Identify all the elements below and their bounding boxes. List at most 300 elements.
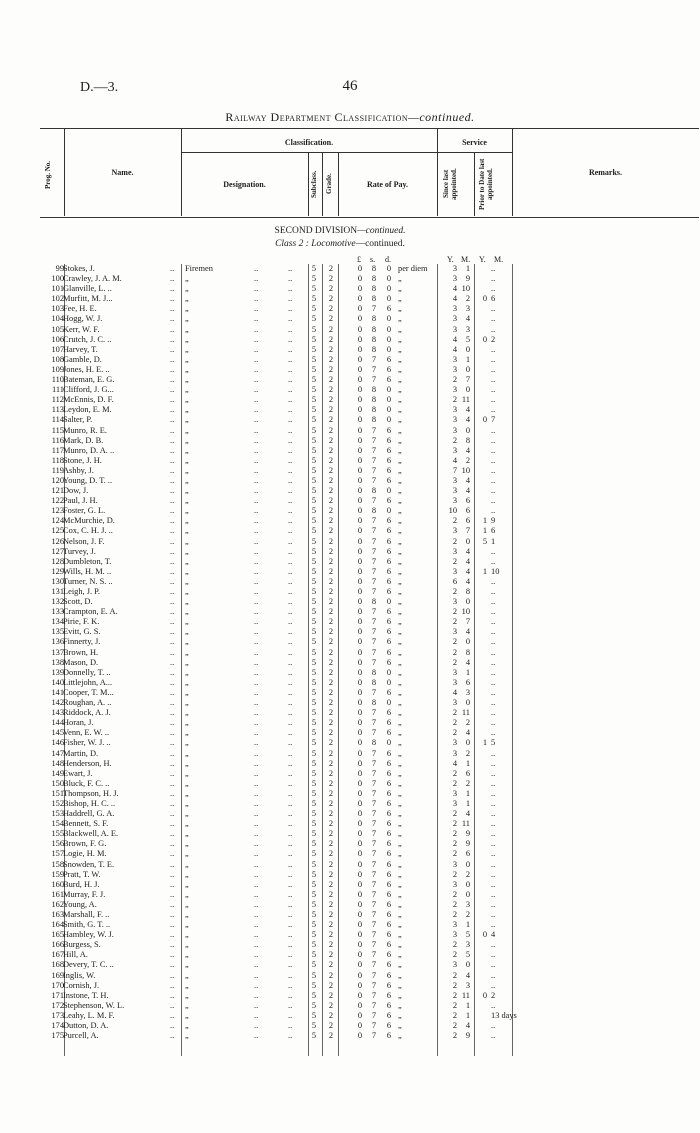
row-pay-pounds: 0 xyxy=(357,435,363,445)
row-grade: 2 xyxy=(328,314,334,324)
row-designation: „ xyxy=(185,304,189,314)
row-designation: „ xyxy=(185,970,189,980)
leader-dots: .. xyxy=(170,990,175,1000)
row-designation: „ xyxy=(185,516,189,526)
row-pay-pence: 6 xyxy=(386,536,392,546)
row-subclass: 5 xyxy=(311,354,317,364)
class-label: Class 2 : Locomotive xyxy=(275,239,356,249)
row-prior-years: 0 xyxy=(482,415,487,425)
row-since-months: 1 xyxy=(465,1010,470,1020)
row-since-years: 3 xyxy=(452,546,457,556)
row-prior-months: .. xyxy=(491,950,496,960)
leader-dots: .. xyxy=(254,657,259,667)
leader-dots: .. xyxy=(254,990,259,1000)
row-since-years: 3 xyxy=(452,425,457,435)
row-pay-pence: 6 xyxy=(386,930,392,940)
leader-dots: .. xyxy=(288,930,293,940)
leader-dots: .. xyxy=(254,1010,259,1020)
table-row xyxy=(0,769,700,779)
row-grade: 2 xyxy=(328,425,334,435)
table-row xyxy=(0,991,700,1001)
row-subclass: 5 xyxy=(311,506,317,516)
row-pay-pence: 6 xyxy=(386,566,392,576)
row-prior-months: .. xyxy=(491,455,496,465)
row-pay-shillings: 7 xyxy=(371,889,377,899)
leader-dots: .. xyxy=(170,375,175,385)
row-since-years: 4 xyxy=(452,334,457,344)
row-grade: 2 xyxy=(328,889,334,899)
row-designation: „ xyxy=(185,819,189,829)
leader-dots: .. xyxy=(288,587,293,596)
row-pay-pounds: 0 xyxy=(357,758,363,768)
row-prior-months: .. xyxy=(491,768,496,778)
row-pay-pence: 6 xyxy=(386,829,392,839)
row-since-months: 9 xyxy=(465,274,470,284)
row-grade: 2 xyxy=(328,627,334,637)
leader-dots: .. xyxy=(288,284,293,294)
table-row xyxy=(0,950,700,960)
table-row xyxy=(0,910,700,920)
row-pay-pounds: 0 xyxy=(357,809,363,819)
row-since-years: 2 xyxy=(452,980,457,990)
table-row xyxy=(0,627,700,637)
row-designation: „ xyxy=(185,869,189,879)
leader-dots: .. xyxy=(288,829,293,839)
row-subclass: 5 xyxy=(311,324,317,334)
row-since-months: 4 xyxy=(465,1021,470,1031)
row-name: Evitt, G. S. xyxy=(63,627,101,637)
row-pay-shillings: 7 xyxy=(371,879,377,889)
row-prog-no: 145 xyxy=(51,728,64,738)
table-row xyxy=(0,900,700,910)
row-since-months: 5 xyxy=(465,930,470,940)
row-prior-months: 10 xyxy=(491,566,500,576)
leader-dots: .. xyxy=(254,506,259,516)
row-since-years: 4 xyxy=(452,294,457,304)
row-prior-months: .. xyxy=(491,879,496,889)
row-subclass: 5 xyxy=(311,516,317,526)
row-prior-months: .. xyxy=(491,677,496,687)
row-grade: 2 xyxy=(328,637,334,647)
row-designation: „ xyxy=(185,435,189,445)
row-since-months: 3 xyxy=(465,980,470,990)
table-row xyxy=(0,567,700,577)
row-pay-shillings: 7 xyxy=(371,607,377,617)
row-pay-pence: 6 xyxy=(386,354,392,364)
leader-dots: .. xyxy=(170,788,175,798)
row-subclass: 5 xyxy=(311,364,317,374)
leader-dots: .. xyxy=(288,728,293,738)
table-row xyxy=(0,829,700,839)
table-row xyxy=(0,557,700,567)
row-pay-pence: 6 xyxy=(386,809,392,819)
row-pay-period: „ xyxy=(398,809,402,819)
row-name: Murray, F. J. xyxy=(63,889,106,899)
row-pay-shillings: 7 xyxy=(371,627,377,637)
leader-dots: .. xyxy=(288,869,293,879)
row-prior-months: .. xyxy=(491,576,496,586)
row-pay-period: „ xyxy=(398,354,402,364)
table-row xyxy=(0,526,700,536)
row-since-months: 4 xyxy=(465,970,470,980)
row-pay-pence: 6 xyxy=(386,910,392,919)
row-pay-pence: 0 xyxy=(386,264,392,273)
row-pay-period: „ xyxy=(398,627,402,637)
row-pay-shillings: 7 xyxy=(371,475,377,485)
leader-dots: .. xyxy=(170,718,175,728)
table-row xyxy=(0,789,700,799)
leader-dots: .. xyxy=(170,506,175,516)
row-since-months: 3 xyxy=(465,687,470,697)
row-name: McMurchie, D. xyxy=(63,516,115,526)
leader-dots: .. xyxy=(288,435,293,445)
table-row xyxy=(0,617,700,627)
leader-dots: .. xyxy=(288,415,293,425)
row-prior-years: 5 xyxy=(482,536,487,546)
row-since-years: 2 xyxy=(452,829,457,839)
col-prog-no: Prog. No. xyxy=(44,160,52,190)
row-prior-months: .. xyxy=(491,556,496,566)
row-name: Finnerty, J. xyxy=(63,637,101,647)
leader-dots: .. xyxy=(288,597,293,607)
row-prior-months: .. xyxy=(491,274,496,284)
row-pay-pence: 6 xyxy=(386,364,392,374)
row-designation: „ xyxy=(185,415,189,425)
row-designation: „ xyxy=(185,889,189,899)
row-prior-months: .. xyxy=(491,798,496,808)
row-pay-shillings: 7 xyxy=(371,687,377,697)
row-since-years: 2 xyxy=(452,637,457,647)
row-name: Crampton, E. A. xyxy=(63,607,118,617)
row-since-months: 2 xyxy=(465,294,470,304)
row-pay-pounds: 0 xyxy=(357,718,363,728)
row-designation: „ xyxy=(185,385,189,395)
leader-dots: .. xyxy=(170,536,175,546)
row-pay-pence: 6 xyxy=(386,839,392,849)
leader-dots: .. xyxy=(254,294,259,304)
row-pay-shillings: 8 xyxy=(371,324,377,334)
row-pay-pounds: 0 xyxy=(357,506,363,516)
table-row xyxy=(0,506,700,516)
row-subclass: 5 xyxy=(311,486,317,496)
leader-dots: .. xyxy=(170,839,175,849)
row-pay-pence: 6 xyxy=(386,758,392,768)
row-designation: „ xyxy=(185,344,189,354)
row-pay-pounds: 0 xyxy=(357,980,363,990)
row-grade: 2 xyxy=(328,819,334,829)
table-row xyxy=(0,537,700,547)
row-designation: „ xyxy=(185,849,189,859)
row-grade: 2 xyxy=(328,728,334,738)
row-prior-months: .. xyxy=(491,708,496,718)
leader-dots: .. xyxy=(288,516,293,526)
leader-dots: .. xyxy=(254,788,259,798)
row-grade: 2 xyxy=(328,829,334,839)
row-since-years: 2 xyxy=(452,718,457,728)
row-designation: „ xyxy=(185,425,189,435)
row-pay-period: „ xyxy=(398,889,402,899)
row-pay-pounds: 0 xyxy=(357,960,363,970)
row-pay-shillings: 7 xyxy=(371,617,377,627)
leader-dots: .. xyxy=(288,556,293,566)
row-since-years: 2 xyxy=(452,889,457,899)
leader-dots: .. xyxy=(170,304,175,314)
row-pay-shillings: 7 xyxy=(371,425,377,435)
row-prog-no: 136 xyxy=(51,637,64,647)
leader-dots: .. xyxy=(170,425,175,435)
row-name: Leahy, L. M. F. xyxy=(63,1010,115,1020)
leader-dots: .. xyxy=(288,849,293,859)
leader-dots: .. xyxy=(288,425,293,435)
row-pay-pence: 6 xyxy=(386,546,392,556)
leader-dots: .. xyxy=(254,486,259,496)
table-row xyxy=(0,345,700,355)
table-row xyxy=(0,274,700,284)
row-pay-shillings: 7 xyxy=(371,526,377,536)
row-prog-no: 149 xyxy=(51,768,64,778)
leader-dots: .. xyxy=(254,970,259,980)
leader-dots: .. xyxy=(288,1010,293,1020)
row-since-years: 3 xyxy=(452,859,457,869)
row-prog-no: 110 xyxy=(51,375,64,385)
row-prog-no: 164 xyxy=(51,920,64,930)
row-pay-period: „ xyxy=(398,667,402,677)
row-name: Foster, G. L. xyxy=(63,506,106,516)
row-name: Brown, H. xyxy=(63,647,99,657)
row-grade: 2 xyxy=(328,264,334,273)
row-designation: „ xyxy=(185,788,189,798)
row-pay-pounds: 0 xyxy=(357,304,363,314)
row-subclass: 5 xyxy=(311,415,317,425)
row-pay-shillings: 7 xyxy=(371,778,377,788)
row-designation: „ xyxy=(185,698,189,708)
leader-dots: .. xyxy=(288,940,293,950)
header-divider xyxy=(322,152,323,216)
row-subclass: 5 xyxy=(311,385,317,395)
row-since-years: 2 xyxy=(452,990,457,1000)
row-pay-pounds: 0 xyxy=(357,415,363,425)
row-name: Instone, T. H. xyxy=(63,990,109,1000)
leader-dots: .. xyxy=(254,375,259,385)
leader-dots: .. xyxy=(170,556,175,566)
row-pay-shillings: 7 xyxy=(371,1021,377,1031)
leader-dots: .. xyxy=(288,344,293,354)
row-pay-pounds: 0 xyxy=(357,1031,363,1041)
row-pay-pence: 6 xyxy=(386,496,392,506)
row-pay-pence: 6 xyxy=(386,455,392,465)
leader-dots: .. xyxy=(170,294,175,304)
row-pay-pounds: 0 xyxy=(357,607,363,617)
leader-dots: .. xyxy=(254,1021,259,1031)
row-subclass: 5 xyxy=(311,1000,317,1010)
leader-dots: .. xyxy=(170,264,175,273)
row-prior-months: .. xyxy=(491,667,496,677)
row-since-months: 0 xyxy=(465,637,470,647)
row-pay-pence: 0 xyxy=(386,405,392,415)
leader-dots: .. xyxy=(170,889,175,899)
row-prog-no: 129 xyxy=(51,566,64,576)
table-row xyxy=(0,264,700,274)
row-since-months: 4 xyxy=(465,627,470,637)
row-prior-months: .. xyxy=(491,385,496,395)
row-subclass: 5 xyxy=(311,889,317,899)
table-row xyxy=(0,759,700,769)
row-pay-pounds: 0 xyxy=(357,879,363,889)
row-pay-pence: 6 xyxy=(386,617,392,627)
row-since-months: 7 xyxy=(465,617,470,627)
leader-dots: .. xyxy=(170,435,175,445)
table-row xyxy=(0,849,700,859)
row-since-months: 4 xyxy=(465,486,470,496)
row-grade: 2 xyxy=(328,990,334,1000)
leader-dots: .. xyxy=(170,879,175,889)
leader-dots: .. xyxy=(288,385,293,395)
row-pay-pounds: 0 xyxy=(357,950,363,960)
table-row xyxy=(0,637,700,647)
table-row xyxy=(0,466,700,476)
row-prog-no: 116 xyxy=(51,435,64,445)
row-since-years: 3 xyxy=(452,304,457,314)
row-prior-months: .. xyxy=(491,1000,496,1010)
leader-dots: .. xyxy=(254,687,259,697)
row-prior-months: .. xyxy=(491,718,496,728)
leader-dots: .. xyxy=(170,910,175,919)
row-pay-shillings: 7 xyxy=(371,637,377,647)
row-designation: „ xyxy=(185,354,189,364)
row-pay-pence: 0 xyxy=(386,506,392,516)
row-designation: „ xyxy=(185,587,189,596)
row-since-years: 4 xyxy=(452,344,457,354)
row-pay-pence: 6 xyxy=(386,445,392,455)
row-since-years: 3 xyxy=(452,597,457,607)
row-subclass: 5 xyxy=(311,778,317,788)
row-subclass: 5 xyxy=(311,970,317,980)
row-pay-pence: 6 xyxy=(386,748,392,758)
header-divider xyxy=(181,152,512,153)
row-pay-pounds: 0 xyxy=(357,455,363,465)
table-row xyxy=(0,648,700,658)
row-pay-pence: 0 xyxy=(386,274,392,284)
row-pay-period: „ xyxy=(398,364,402,374)
row-prog-no: 169 xyxy=(51,970,64,980)
row-subclass: 5 xyxy=(311,647,317,657)
row-prior-months: .. xyxy=(491,758,496,768)
leader-dots: .. xyxy=(254,728,259,738)
unit-shillings: s. xyxy=(370,255,376,264)
row-pay-period: „ xyxy=(398,687,402,697)
table-row xyxy=(0,668,700,678)
row-grade: 2 xyxy=(328,879,334,889)
table-row xyxy=(0,890,700,900)
row-subclass: 5 xyxy=(311,748,317,758)
table-row xyxy=(0,395,700,405)
leader-dots: .. xyxy=(288,889,293,899)
row-since-months: 4 xyxy=(465,546,470,556)
table-row xyxy=(0,930,700,940)
row-pay-period: „ xyxy=(398,405,402,415)
row-since-years: 2 xyxy=(452,970,457,980)
row-grade: 2 xyxy=(328,486,334,496)
row-pay-pence: 0 xyxy=(386,284,392,294)
row-since-months: 10 xyxy=(461,284,470,294)
row-since-years: 3 xyxy=(452,354,457,364)
table-row xyxy=(0,981,700,991)
row-since-years: 2 xyxy=(452,940,457,950)
row-prog-no: 122 xyxy=(51,496,64,506)
leader-dots: .. xyxy=(170,819,175,829)
table-row xyxy=(0,960,700,970)
row-prior-months: .. xyxy=(491,980,496,990)
row-pay-pence: 6 xyxy=(386,990,392,1000)
row-pay-period: „ xyxy=(398,990,402,1000)
row-designation: „ xyxy=(185,526,189,536)
row-grade: 2 xyxy=(328,940,334,950)
row-since-years: 3 xyxy=(452,960,457,970)
leader-dots: .. xyxy=(254,778,259,788)
row-name: Henderson, H. xyxy=(63,758,112,768)
leader-dots: .. xyxy=(288,950,293,960)
row-pay-pence: 0 xyxy=(386,334,392,344)
row-subclass: 5 xyxy=(311,980,317,990)
row-prior-months: 4 xyxy=(491,930,496,940)
leader-dots: .. xyxy=(254,264,259,273)
row-pay-shillings: 7 xyxy=(371,536,377,546)
row-pay-pence: 6 xyxy=(386,475,392,485)
row-prior-months: .. xyxy=(491,728,496,738)
row-since-years: 2 xyxy=(452,617,457,627)
row-pay-pounds: 0 xyxy=(357,940,363,950)
row-pay-pounds: 0 xyxy=(357,536,363,546)
row-since-years: 6 xyxy=(452,576,457,586)
row-pay-pounds: 0 xyxy=(357,667,363,677)
leader-dots: .. xyxy=(170,778,175,788)
row-prog-no: 174 xyxy=(51,1021,64,1031)
row-prior-months: 6 xyxy=(491,294,496,304)
row-since-years: 3 xyxy=(452,496,457,506)
table-row xyxy=(0,920,700,930)
row-pay-period: „ xyxy=(398,960,402,970)
row-since-months: 9 xyxy=(465,839,470,849)
row-pay-pounds: 0 xyxy=(357,284,363,294)
row-since-years: 3 xyxy=(452,264,457,273)
row-since-months: 6 xyxy=(465,677,470,687)
row-pay-pounds: 0 xyxy=(357,597,363,607)
col-service: Service xyxy=(462,138,487,147)
table-row xyxy=(0,940,700,950)
leader-dots: .. xyxy=(170,566,175,576)
row-prog-no: 152 xyxy=(51,798,64,808)
row-pay-pence: 6 xyxy=(386,516,392,526)
row-name: Salter, P. xyxy=(63,415,93,425)
row-prior-years: 0 xyxy=(482,294,487,304)
row-grade: 2 xyxy=(328,576,334,586)
row-grade: 2 xyxy=(328,506,334,516)
row-prior-months: 2 xyxy=(491,990,496,1000)
row-pay-period: „ xyxy=(398,375,402,385)
row-prior-months: .. xyxy=(491,637,496,647)
row-name: Dumbleton, T. xyxy=(63,556,112,566)
leader-dots: .. xyxy=(254,839,259,849)
row-subclass: 5 xyxy=(311,940,317,950)
leader-dots: .. xyxy=(170,526,175,536)
row-pay-period: „ xyxy=(398,344,402,354)
row-subclass: 5 xyxy=(311,526,317,536)
row-since-years: 2 xyxy=(452,708,457,718)
row-since-months: 4 xyxy=(465,405,470,415)
row-pay-pence: 6 xyxy=(386,899,392,909)
leader-dots: .. xyxy=(254,899,259,909)
row-since-years: 3 xyxy=(452,920,457,930)
